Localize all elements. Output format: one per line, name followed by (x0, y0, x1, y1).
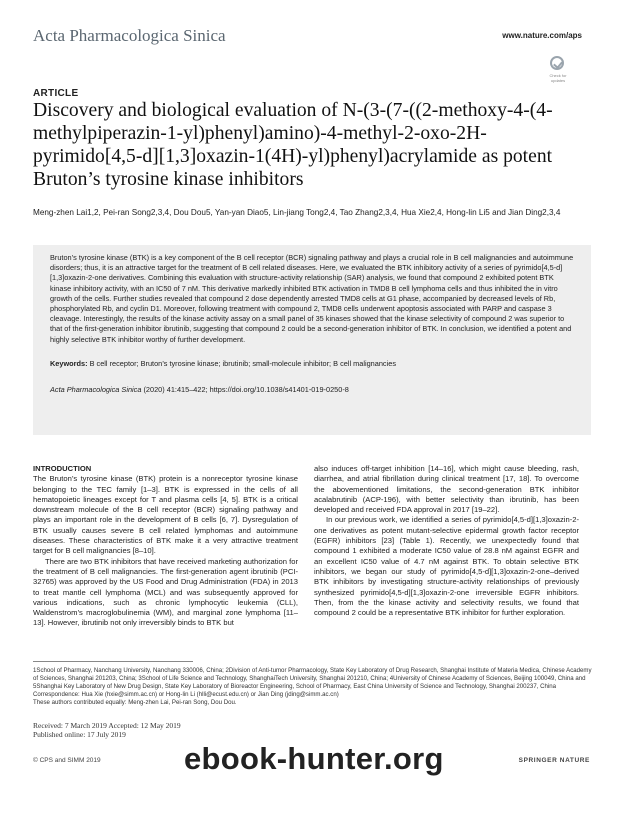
footnote-divider (33, 661, 193, 662)
keywords (50, 359, 574, 369)
body-paragraph: also induces off-target inhibition [14–16], which might cause bleeding, rash, diarrhea, and atrial fibrillation during clinical treatment [17, 18]. To overcome the abovementioned limitations, the second-generation BTK inhibitor acalabrutinib (ACP-196), with better selectivity than ibrutinib, has been developed and received FDA approval in 2017 [19–22]. (314, 464, 579, 515)
check-updates-label: Check for updates (549, 73, 567, 83)
check-for-updates-badge[interactable] (545, 56, 571, 86)
publisher-logo: SPRINGER NATURE (518, 757, 590, 764)
abstract-box (33, 245, 591, 435)
body-paragraph: There are two BTK inhibitors that have received marketing authorization for the treatment of B cell malignancies. The first-generation agent ibrutinib (PCI-32765) was approved by the US Food and Drug Administration (FDA) in 2013 to treat mantle cell lymphoma (MCL) and was subsequently approved for various indications, such as chronic lymphocytic leukemia (CLL), Waldenstrom’s macroglobulinemia (WM), and marginal zone lymphoma [11–13]. However, ibrutinib not only irreversibly binds to BTK but (33, 556, 298, 628)
correspondence[interactable]: Correspondence: Hua Xie (hxie@simm.ac.cn) or Hong-lin Li (hlli@ecust.edu.cn) or Jian Ding (jding@simm.ac.cn) (33, 691, 339, 698)
received-accepted-dates: Received: 7 March 2019 Accepted: 12 May 2019 (33, 721, 181, 730)
watermark: ebook-hunter.org (184, 741, 444, 776)
check-updates-icon (550, 56, 564, 70)
author-list: Meng-zhen Lai1,2, Pei-ran Song2,3,4, Dou Dou5, Yan-yan Diao5, Lin-jiang Tong2,4, Tao Zhang2,3,4, Hua Xie2,4, Hong-lin Li5 and Jian Ding2,3,4 (33, 208, 561, 217)
citation (50, 385, 574, 395)
citation-details[interactable]: (2020) 41:415–422; https://doi.org/10.1038/s41401-019-0250-8 (141, 384, 349, 394)
affiliations: 1School of Pharmacy, Nanchang University, Nanchang 330006, China; 2Division of Anti-tumor Pharmacology, State Key Laboratory of Drug Research, Shanghai Institute of Materia Medica, Chinese Academy of Sciences, Shanghai 201203, China; 3School of Life Science and Technology, ShanghaiTech University, Shanghai 201210, China; 4University of Chinese Academy of Sciences, Beijing 100049, China and 5Shanghai Key Laboratory of New Drug Design, State Key Laboratory of Bioreactor Engineering, School of Pharmacy, East China University of Science and Technology, Shanghai 200237, China (33, 667, 592, 690)
journal-url[interactable]: www.nature.com/aps (502, 31, 582, 40)
keywords-list: B cell receptor; Bruton’s tyrosine kinase; ibrutinib; small-molecule inhibitor; B cell malignancies (89, 358, 396, 368)
section-heading-introduction: INTRODUCTION (33, 464, 92, 473)
copyright-footer: © CPS and SIMM 2019 (33, 757, 101, 764)
body-column-left (33, 464, 298, 629)
footnotes (33, 667, 593, 707)
body-paragraph: In our previous work, we identified a series of pyrimido[4,5-d][1,3]oxazin-2-one derivatives as potent mutant-selective epidermal growth factor receptor (EGFR) inhibitors [23] (Table 1). Recently, we unexpectedly found that compound 1 exhibited a moderate IC50 value of 28.8 nM against EGFR and an excellent IC50 value of 4.7 nM against BTK. To obtain selective BTK inhibitors, we began our study of pyrimido[4,5-d][1,3]oxazin-2-one–derived BTK inhibitors by investigating structure-activity relationships of previously synthesized pyrimido[4,5-d][1,3]oxazin-2-one irreversible EGFR inhibitors. Then, from the the kinase activity and selectivity results, we found that compound 2 could be a representative BTK inhibitor for further exploration. (314, 515, 579, 618)
abstract-text: Bruton’s tyrosine kinase (BTK) is a key component of the B cell receptor (BCR) signaling pathway and plays a crucial role in B cell malignancies and autoimmune disorders; thus, it is an attractive target for the treatment of B cell related diseases. Here, we evaluated the BTK inhibitory activity of a series of pyrimido[4,5-d][1,3]oxazin-2-one derivatives. Combining this evaluation with structure-activity relationship (SAR) analysis, we found that compound 2 exhibited potent BTK kinase inhibitory activity, with an IC50 of 7 nM. This derivative markedly inhibited BTK activation in TMD8 B cell lymphoma cells and thus inhibited the in vitro growth of the cells. Further studies revealed that compound 2 dose dependently arrested TMD8 cells at G1 phase, accompanied by decreased levels of Rb, phosphorylated Rb, and cyclin D1. Moreover, following treatment with compound 2, TMD8 cells underwent apoptosis associated with PARP and caspase 3 cleavage. Interestingly, the results of the kinase activity assay on a small panel of 35 kinases showed that the kinase selectivity of compound 2 was superior to that of the first-generation inhibitor ibrutinib, suggesting that compound 2 could be a second-generation inhibitor of BTK. In conclusion, we identified a potent and highly selective BTK inhibitor worthy of further development. (50, 253, 574, 344)
article-title: Discovery and biological evaluation of N-(3-(7-((2-methoxy-4-(4-methylpiperazin-1-yl)phenyl)amino)-4-methyl-2-oxo-2H-pyrimido[4,5-d][1,3]oxazin-1(4H)-yl)phenyl)acrylamide as potent Bruton’s tyrosine kinase inhibitors (33, 100, 553, 190)
publication-dates (33, 721, 181, 739)
journal-name: Acta Pharmacologica Sinica (33, 26, 226, 45)
citation-journal: Acta Pharmacologica Sinica (50, 384, 142, 394)
equal-contribution-note: These authors contributed equally: Meng-zhen Lai, Pei-ran Song, Dou Dou. (33, 699, 237, 706)
keywords-label: Keywords: (50, 358, 88, 368)
body-paragraph: The Bruton’s tyrosine kinase (BTK) protein is a nonreceptor tyrosine kinase belonging to the TEC family [1–3]. BTK is expressed in the cells of all hematopoietic lineages except for T and plasma cells [4, 5]. BTK is a critical downstream molecule of the B cell receptor (BCR) signaling pathway and plays an important role in the development of B cells [6, 7]. Dysregulation of BTK usually causes severe B cell related lymphomas and autoimmune diseases. These characteristics of BTK make it a very attractive treatment target for B cell malignancies [8–10]. (33, 474, 298, 556)
article-type: ARTICLE (33, 88, 79, 99)
published-date: Published online: 17 July 2019 (33, 730, 126, 739)
body-column-right (314, 464, 579, 618)
